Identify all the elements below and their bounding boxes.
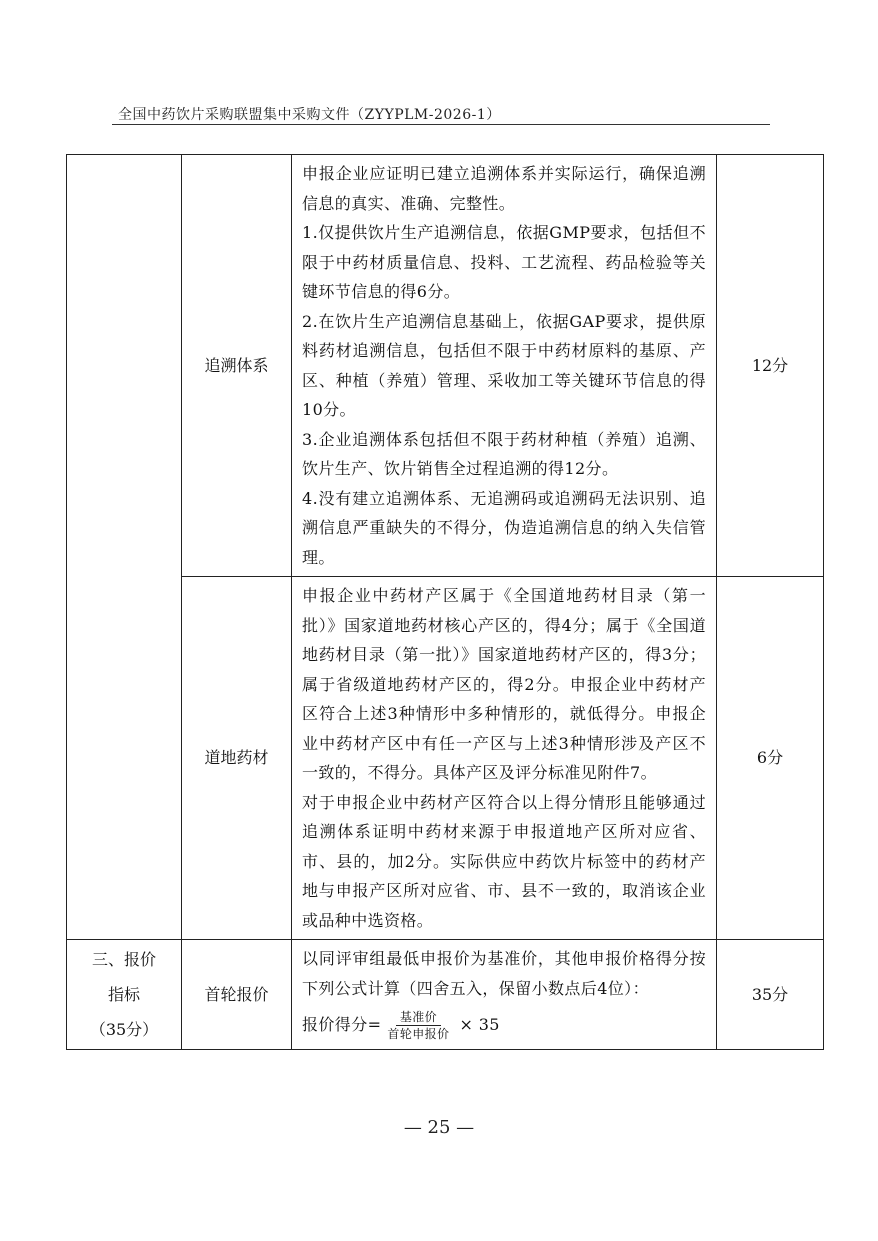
criteria-paragraph: 2.在饮片生产追溯信息基础上，依据GAP要求，提供原料药材追溯信息，包括但不限于中药材原料的基原、产区、种植（养殖）管理、采收加工等关键环节信息的得10分。 <box>302 311 706 419</box>
table-row <box>67 940 824 1050</box>
criteria-cell <box>292 940 717 1050</box>
category-label: 三、报价 <box>91 950 156 969</box>
score-cell: 12分 <box>717 155 824 577</box>
formula-label: 报价得分= <box>302 1015 382 1035</box>
criteria-paragraph: 1.仅提供饮片生产追溯信息，依据GMP要求，包括但不限于中药材质量信息、投料、工艺流程、药品检验等关键环节信息的得6分。 <box>302 223 706 301</box>
formula-multiplier: × 35 <box>459 1015 500 1035</box>
category-cell-continued <box>67 155 182 940</box>
criteria-paragraph: 以同评审组最低申报价为基准价，其他申报价格得分按下列公式计算（四舍五入，保留小数点后4位）： <box>302 949 706 998</box>
criteria-paragraph: 4.没有建立追溯体系、无追溯码或追溯码无法识别、追溯信息严重缺失的不得分，伪造追溯信息的纳入失信管理。 <box>302 488 706 567</box>
category-label: （35分） <box>89 1020 159 1039</box>
page-number: — 25 — <box>403 1117 475 1138</box>
category-label: 指标 <box>107 985 140 1004</box>
score-cell: 6分 <box>717 577 824 940</box>
formula-numerator: 基准价 <box>396 1010 441 1026</box>
price-score-formula <box>302 1005 706 1045</box>
criteria-paragraph: 申报企业应证明已建立追溯体系并实际运行，确保追溯信息的真实、准确、完整性。 <box>302 164 706 213</box>
scoring-table <box>66 154 824 1050</box>
criteria-cell <box>292 577 717 940</box>
criteria-paragraph: 对于申报企业中药材产区符合以上得分情形且能够通过追溯体系证明中药材来源于申报道地产区所对应省、市、县的，加2分。实际供应中药饮片标签中的药材产地与申报产区所对应省、市、县不一致的，取消该企业或品种中选资格。 <box>302 792 706 930</box>
criteria-cell <box>292 155 717 577</box>
formula-fraction <box>383 1010 453 1041</box>
criteria-paragraph: 申报企业中药材产区属于《全国道地药材目录（第一批）》国家道地药材核心产区的，得4分；属于《全国道地药材目录（第一批）》国家道地药材产区的，得3分；属于省级道地药材产区的，得2分。申报企业中药材产区符合上述3种情形中多种情形的，就低得分。申报企业中药材产区中有任一产区与上述3种情形涉及产区不一致的，不得分。具体产区及评分标准见附件7。 <box>302 586 706 782</box>
criteria-paragraph: 3.企业追溯体系包括但不限于药材种植（养殖）追溯、饮片生产、饮片销售全过程追溯的得12分。 <box>302 429 706 478</box>
header-divider <box>112 124 770 125</box>
item-cell: 追溯体系 <box>182 155 292 577</box>
document-header: 全国中药饮片采购联盟集中采购文件（ZYYPLM-2026-1） <box>118 107 501 123</box>
formula-denominator: 首轮申报价 <box>387 1026 450 1041</box>
score-cell: 35分 <box>717 940 824 1050</box>
item-cell: 道地药材 <box>182 577 292 940</box>
category-cell <box>67 940 182 1050</box>
item-cell: 首轮报价 <box>182 940 292 1050</box>
table-row <box>67 155 824 577</box>
